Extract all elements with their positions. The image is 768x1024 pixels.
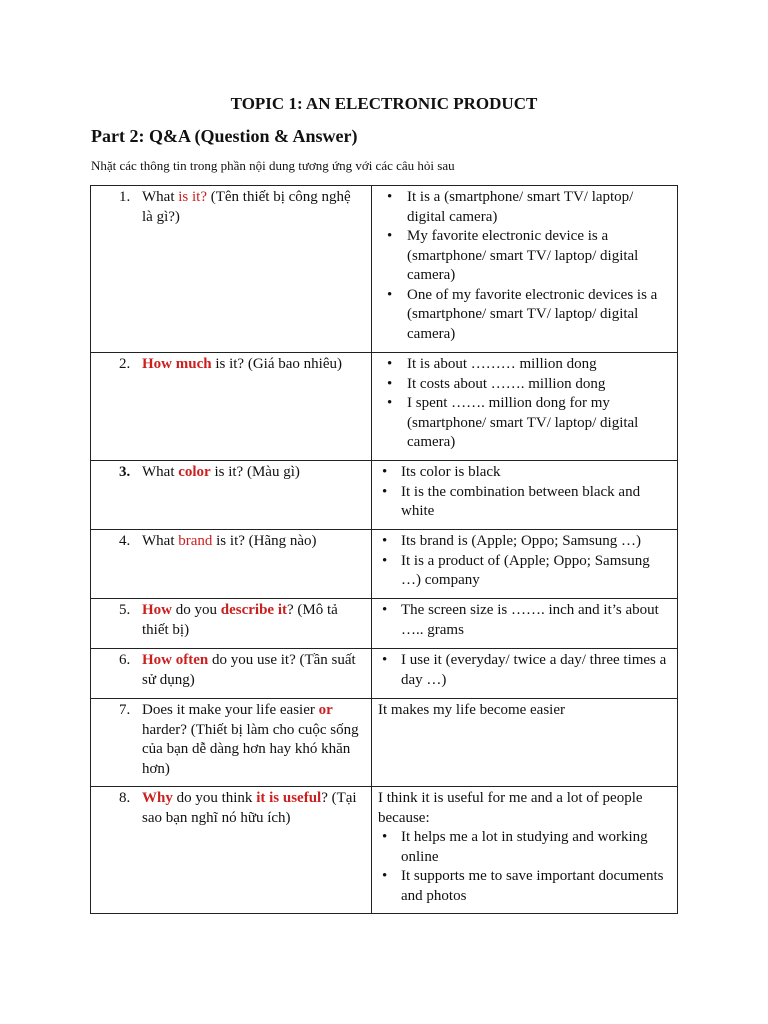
question-number: 1. (119, 189, 131, 205)
answer-list (378, 355, 671, 453)
table-row (91, 530, 678, 599)
table-row (91, 599, 678, 649)
question-text: Does it make your life easier or harder? (Thiết bị làm cho cuộc sống của bạn dễ dàng hơn hay khó khăn hơn) (142, 702, 359, 777)
answer-list (378, 463, 671, 522)
answer-list (378, 601, 671, 640)
answer-list (378, 651, 671, 690)
answer-item: • I spent ……. million dong for my (smartphone/ smart TV/ laptop/ digital camera) (378, 394, 671, 453)
question-keyword: How often (142, 652, 209, 668)
answer-item: • It is the combination between black and white (378, 483, 671, 522)
answer-item: • Its brand is (Apple; Oppo; Samsung …) (378, 532, 671, 552)
question-keyword: How (142, 602, 172, 618)
question-number: 3. (119, 464, 131, 480)
answer-list (378, 188, 671, 344)
answer-cell (372, 649, 678, 699)
answer-cell (372, 699, 678, 787)
question-text: Why do you think it is useful? (Tại sao bạn nghĩ nó hữu ích) (142, 790, 357, 826)
answer-item: • It is a product of (Apple; Oppo; Samsung …) company (378, 552, 671, 591)
answer-item: • It is a (smartphone/ smart TV/ laptop/ digital camera) (378, 188, 671, 227)
table-row (91, 353, 678, 461)
question-text: How much is it? (Giá bao nhiêu) (142, 356, 342, 372)
question-keyword: or (318, 702, 333, 718)
instruction-text: Nhặt các thông tin trong phần nội dung tương ứng với các câu hỏi sau (91, 158, 455, 173)
answer-item: • The screen size is ……. inch and it’s about ….. grams (378, 601, 671, 640)
question-text: What color is it? (Màu gì) (142, 464, 300, 480)
table-row (91, 787, 678, 914)
question-cell (91, 186, 372, 353)
answer-cell (372, 353, 678, 461)
answer-cell (372, 530, 678, 599)
table-row (91, 699, 678, 787)
question-text: How often do you use it? (Tần suất sử dụng) (142, 652, 356, 688)
question-cell (91, 699, 372, 787)
question-keyword: describe it (220, 602, 287, 618)
answer-item: • One of my favorite electronic devices is a (smartphone/ smart TV/ laptop/ digital camera) (378, 286, 671, 345)
answer-cell (372, 186, 678, 353)
answer-item: • I use it (everyday/ twice a day/ three times a day …) (378, 651, 671, 690)
answer-cell (372, 787, 678, 914)
question-cell (91, 649, 372, 699)
answer-item: • It supports me to save important documents and photos (378, 867, 671, 906)
question-text: What is it? (Tên thiết bị công nghệ là gì?) (142, 189, 351, 225)
question-number: 4. (119, 533, 131, 549)
question-number: 6. (119, 652, 131, 668)
question-keyword: it is useful (256, 790, 322, 806)
answer-list (378, 828, 671, 906)
answer-cell (372, 599, 678, 649)
table-row (91, 649, 678, 699)
question-keyword: How much (142, 356, 212, 372)
answer-item: • It helps me a lot in studying and working online (378, 828, 671, 867)
answer-list (378, 532, 671, 591)
answer-item: • It costs about ……. million dong (378, 375, 671, 395)
question-text: What brand is it? (Hãng nào) (142, 533, 317, 549)
question-number: 5. (119, 602, 131, 618)
answer-cell (372, 461, 678, 530)
question-cell (91, 787, 372, 914)
question-text: How do you describe it? (Mô tả thiết bị) (142, 602, 338, 638)
answer-item: • Its color is black (378, 463, 671, 483)
question-number: 8. (119, 790, 131, 806)
question-number: 2. (119, 356, 131, 372)
part-title: Part 2: Q&A (Question & Answer) (91, 126, 358, 146)
answer-item: • It is about ……… million dong (378, 355, 671, 375)
question-keyword: Why (142, 790, 173, 806)
question-cell (91, 599, 372, 649)
question-cell (91, 461, 372, 530)
qa-table (90, 185, 678, 914)
answer-item: • My favorite electronic device is a (smartphone/ smart TV/ laptop/ digital camera) (378, 227, 671, 286)
answer-text: It makes my life become easier (378, 702, 566, 718)
table-row (91, 186, 678, 353)
answer-text: I think it is useful for me and a lot of people because: (378, 790, 643, 826)
question-keyword: brand (178, 533, 213, 549)
page-title: TOPIC 1: AN ELECTRONIC PRODUCT (230, 94, 538, 113)
question-keyword: color (178, 464, 211, 480)
question-cell (91, 530, 372, 599)
question-keyword: is it? (178, 189, 207, 205)
table-row (91, 461, 678, 530)
question-cell (91, 353, 372, 461)
question-number: 7. (119, 702, 131, 718)
